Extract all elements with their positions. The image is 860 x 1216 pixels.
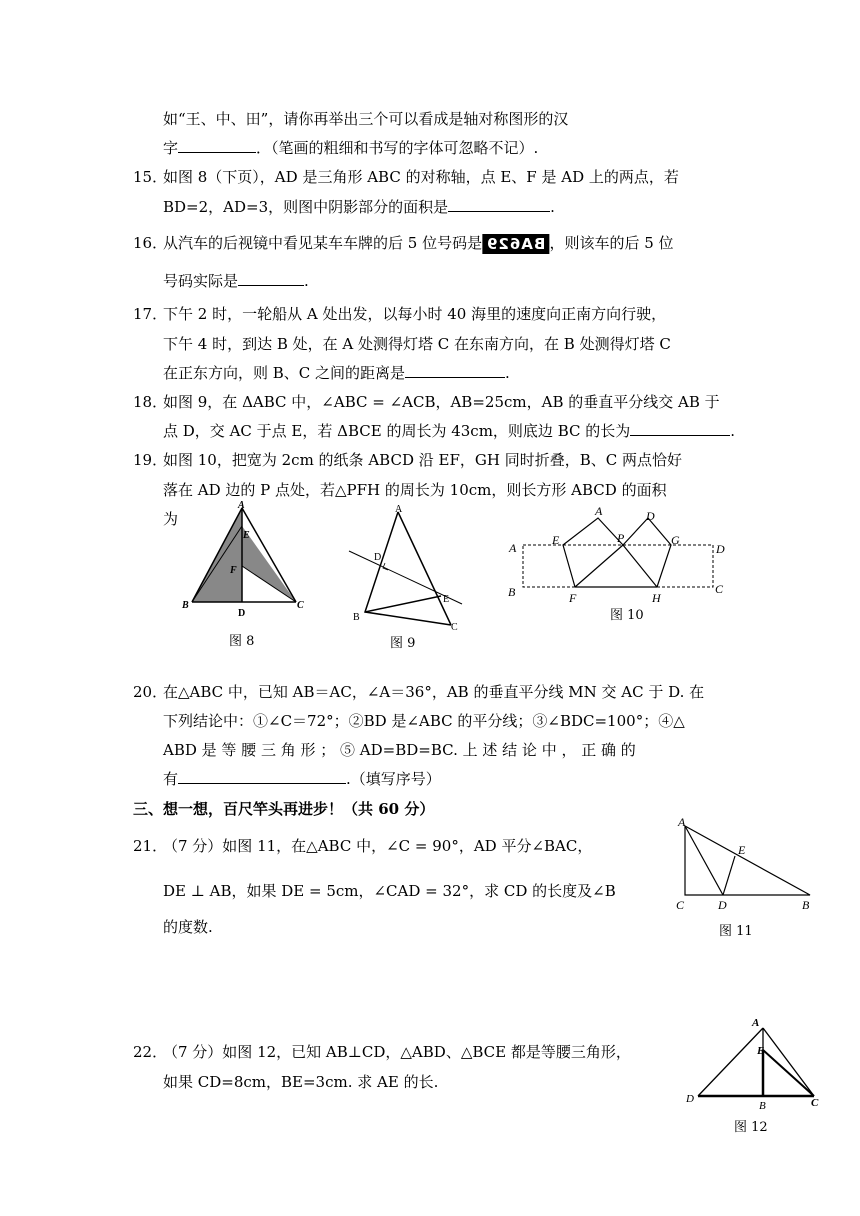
label-A-rect: A xyxy=(509,541,517,555)
q22-number: 22． xyxy=(133,1043,168,1061)
q16-line2: 号码实际是 . xyxy=(163,272,309,290)
license-plate-mirror: BA629 xyxy=(482,234,549,254)
label-D-rect: D xyxy=(716,542,725,556)
q19-line1: 如图 10，把宽为 2cm 的纸条 ABCD 沿 EF，GH 同时折叠，B、C 两点恰好 xyxy=(163,451,682,469)
label-E: E xyxy=(443,594,450,605)
q17-line3: 在正东方向，则 B、C 之间的距离是 . xyxy=(163,364,510,382)
q17-line2: 下午 4 时，到达 B 处，在 A 处测得灯塔 C 在东南方向，在 B 处测得灯塔 C xyxy=(163,335,671,353)
answer-blank[interactable] xyxy=(178,769,346,784)
answer-blank[interactable] xyxy=(405,363,505,378)
answer-blank[interactable] xyxy=(448,197,550,212)
answer-blank[interactable] xyxy=(238,271,304,286)
figure-11-caption: 图 11 xyxy=(719,924,753,939)
label-F: F xyxy=(569,591,577,605)
q18-number: 18． xyxy=(133,393,168,411)
label-E: E xyxy=(243,530,250,541)
label-A: A xyxy=(595,504,603,518)
q17-number: 17． xyxy=(133,305,168,323)
label-P: P xyxy=(617,531,625,545)
label-B: B xyxy=(182,600,189,611)
label-A: A xyxy=(238,500,245,511)
label-H: H xyxy=(652,591,661,605)
label-E: E xyxy=(552,533,560,547)
label-C: C xyxy=(676,898,685,912)
figure-11 xyxy=(672,812,820,912)
figure-12 xyxy=(680,1012,825,1114)
figure-10-caption: 图 10 xyxy=(610,608,644,623)
q20-line4: 有 .（填写序号） xyxy=(163,770,441,788)
q15-line2: BD=2，AD=3，则图中阴影部分的面积是 . xyxy=(163,198,555,216)
label-D: D xyxy=(238,608,246,619)
q14-line2: 字 ．（笔画的粗细和书写的字体可忽略不记）. xyxy=(163,139,539,157)
label-A: A xyxy=(395,504,403,515)
q16-number: 16． xyxy=(133,234,168,252)
figure-12-caption: 图 12 xyxy=(734,1120,768,1135)
q19-line2: 落在 AD 边的 P 点处，若△PFH 的周长为 10cm，则长方形 ABCD 的面积 xyxy=(163,481,667,499)
q15-number: 15． xyxy=(133,168,168,186)
figure-9-caption: 图 9 xyxy=(390,636,416,651)
label-B: B xyxy=(759,1100,766,1112)
q20-line3: ABD 是 等 腰 三 角 形 ； ⑤ AD=BD=BC. 上 述 结 论 中 ， 正 确 的 xyxy=(163,741,636,759)
q14-line1: 如“王、中、田”，请你再举出三个可以看成是轴对称图形的汉 xyxy=(163,110,569,128)
label-D: D xyxy=(686,1093,694,1105)
label-C: C xyxy=(811,1097,819,1109)
label-C: C xyxy=(297,600,304,611)
q22-line1: （7 分）如图 12，已知 AB⊥CD，△ABD、△BCE 都是等腰三角形， xyxy=(163,1043,631,1061)
q21-number: 21． xyxy=(133,837,168,855)
figure-9 xyxy=(345,500,470,632)
label-B: B xyxy=(353,612,360,623)
label-C: C xyxy=(451,622,458,632)
q15-line1: 如图 8（下页），AD 是三角形 ABC 的对称轴，点 E、F 是 AD 上的两点，若 xyxy=(163,168,679,186)
answer-blank[interactable] xyxy=(630,421,730,436)
label-C: C xyxy=(715,582,724,596)
label-G: G xyxy=(671,533,680,547)
q21-line1: （7 分）如图 11，在△ABC 中，∠C = 90°，AD 平分∠BAC， xyxy=(163,837,593,855)
label-E: E xyxy=(738,843,746,857)
label-D: D xyxy=(718,898,727,912)
label-B: B xyxy=(508,585,516,599)
label-D: D xyxy=(374,552,382,563)
q20-number: 20． xyxy=(133,683,168,701)
figure-8 xyxy=(178,498,308,628)
q22-line2: 如果 CD=8cm，BE=3cm. 求 AE 的长. xyxy=(163,1073,439,1091)
q21-line3: 的度数. xyxy=(163,918,213,936)
label-E: E xyxy=(757,1045,765,1057)
label-B: B xyxy=(802,898,810,912)
label-F: F xyxy=(230,565,237,576)
q18-line2: 点 D，交 AC 于点 E，若 ΔBCE 的周长为 43cm，则底边 BC 的长为 . xyxy=(163,422,736,440)
q21-line2: DE ⊥ AB，如果 DE = 5cm，∠CAD = 32°，求 CD 的长度及∠B xyxy=(163,882,616,900)
label-A: A xyxy=(678,815,686,829)
q16-line1: 从汽车的后视镜中看见某车车牌的后 5 位号码是 BA629 ，则该车的后 5 位 xyxy=(163,234,674,253)
label-D: D xyxy=(646,509,655,523)
figure-10 xyxy=(505,500,735,620)
label-A: A xyxy=(752,1017,760,1029)
figure-8-caption: 图 8 xyxy=(229,634,255,649)
q17-line1: 下午 2 时，一轮船从 A 处出发，以每小时 40 海里的速度向正南方向行驶， xyxy=(163,305,667,323)
q19-line3: 为 xyxy=(163,510,179,528)
answer-blank[interactable] xyxy=(178,138,256,153)
q18-line1: 如图 9，在 ΔABC 中，∠ABC = ∠ACB，AB=25cm，AB 的垂直平分线交 AB 于 xyxy=(163,393,720,411)
section-3-heading: 三、想一想，百尺竿头再进步！（共 60 分） xyxy=(133,800,435,818)
q20-line2: 下列结论中：①∠C＝72°；②BD 是∠ABC 的平分线；③∠BDC=100°；④△ xyxy=(163,712,685,730)
q20-line1: 在△ABC 中，已知 AB＝AC，∠A＝36°，AB 的垂直平分线 MN 交 AC 于 D. 在 xyxy=(163,683,705,701)
q19-number: 19． xyxy=(133,451,168,469)
